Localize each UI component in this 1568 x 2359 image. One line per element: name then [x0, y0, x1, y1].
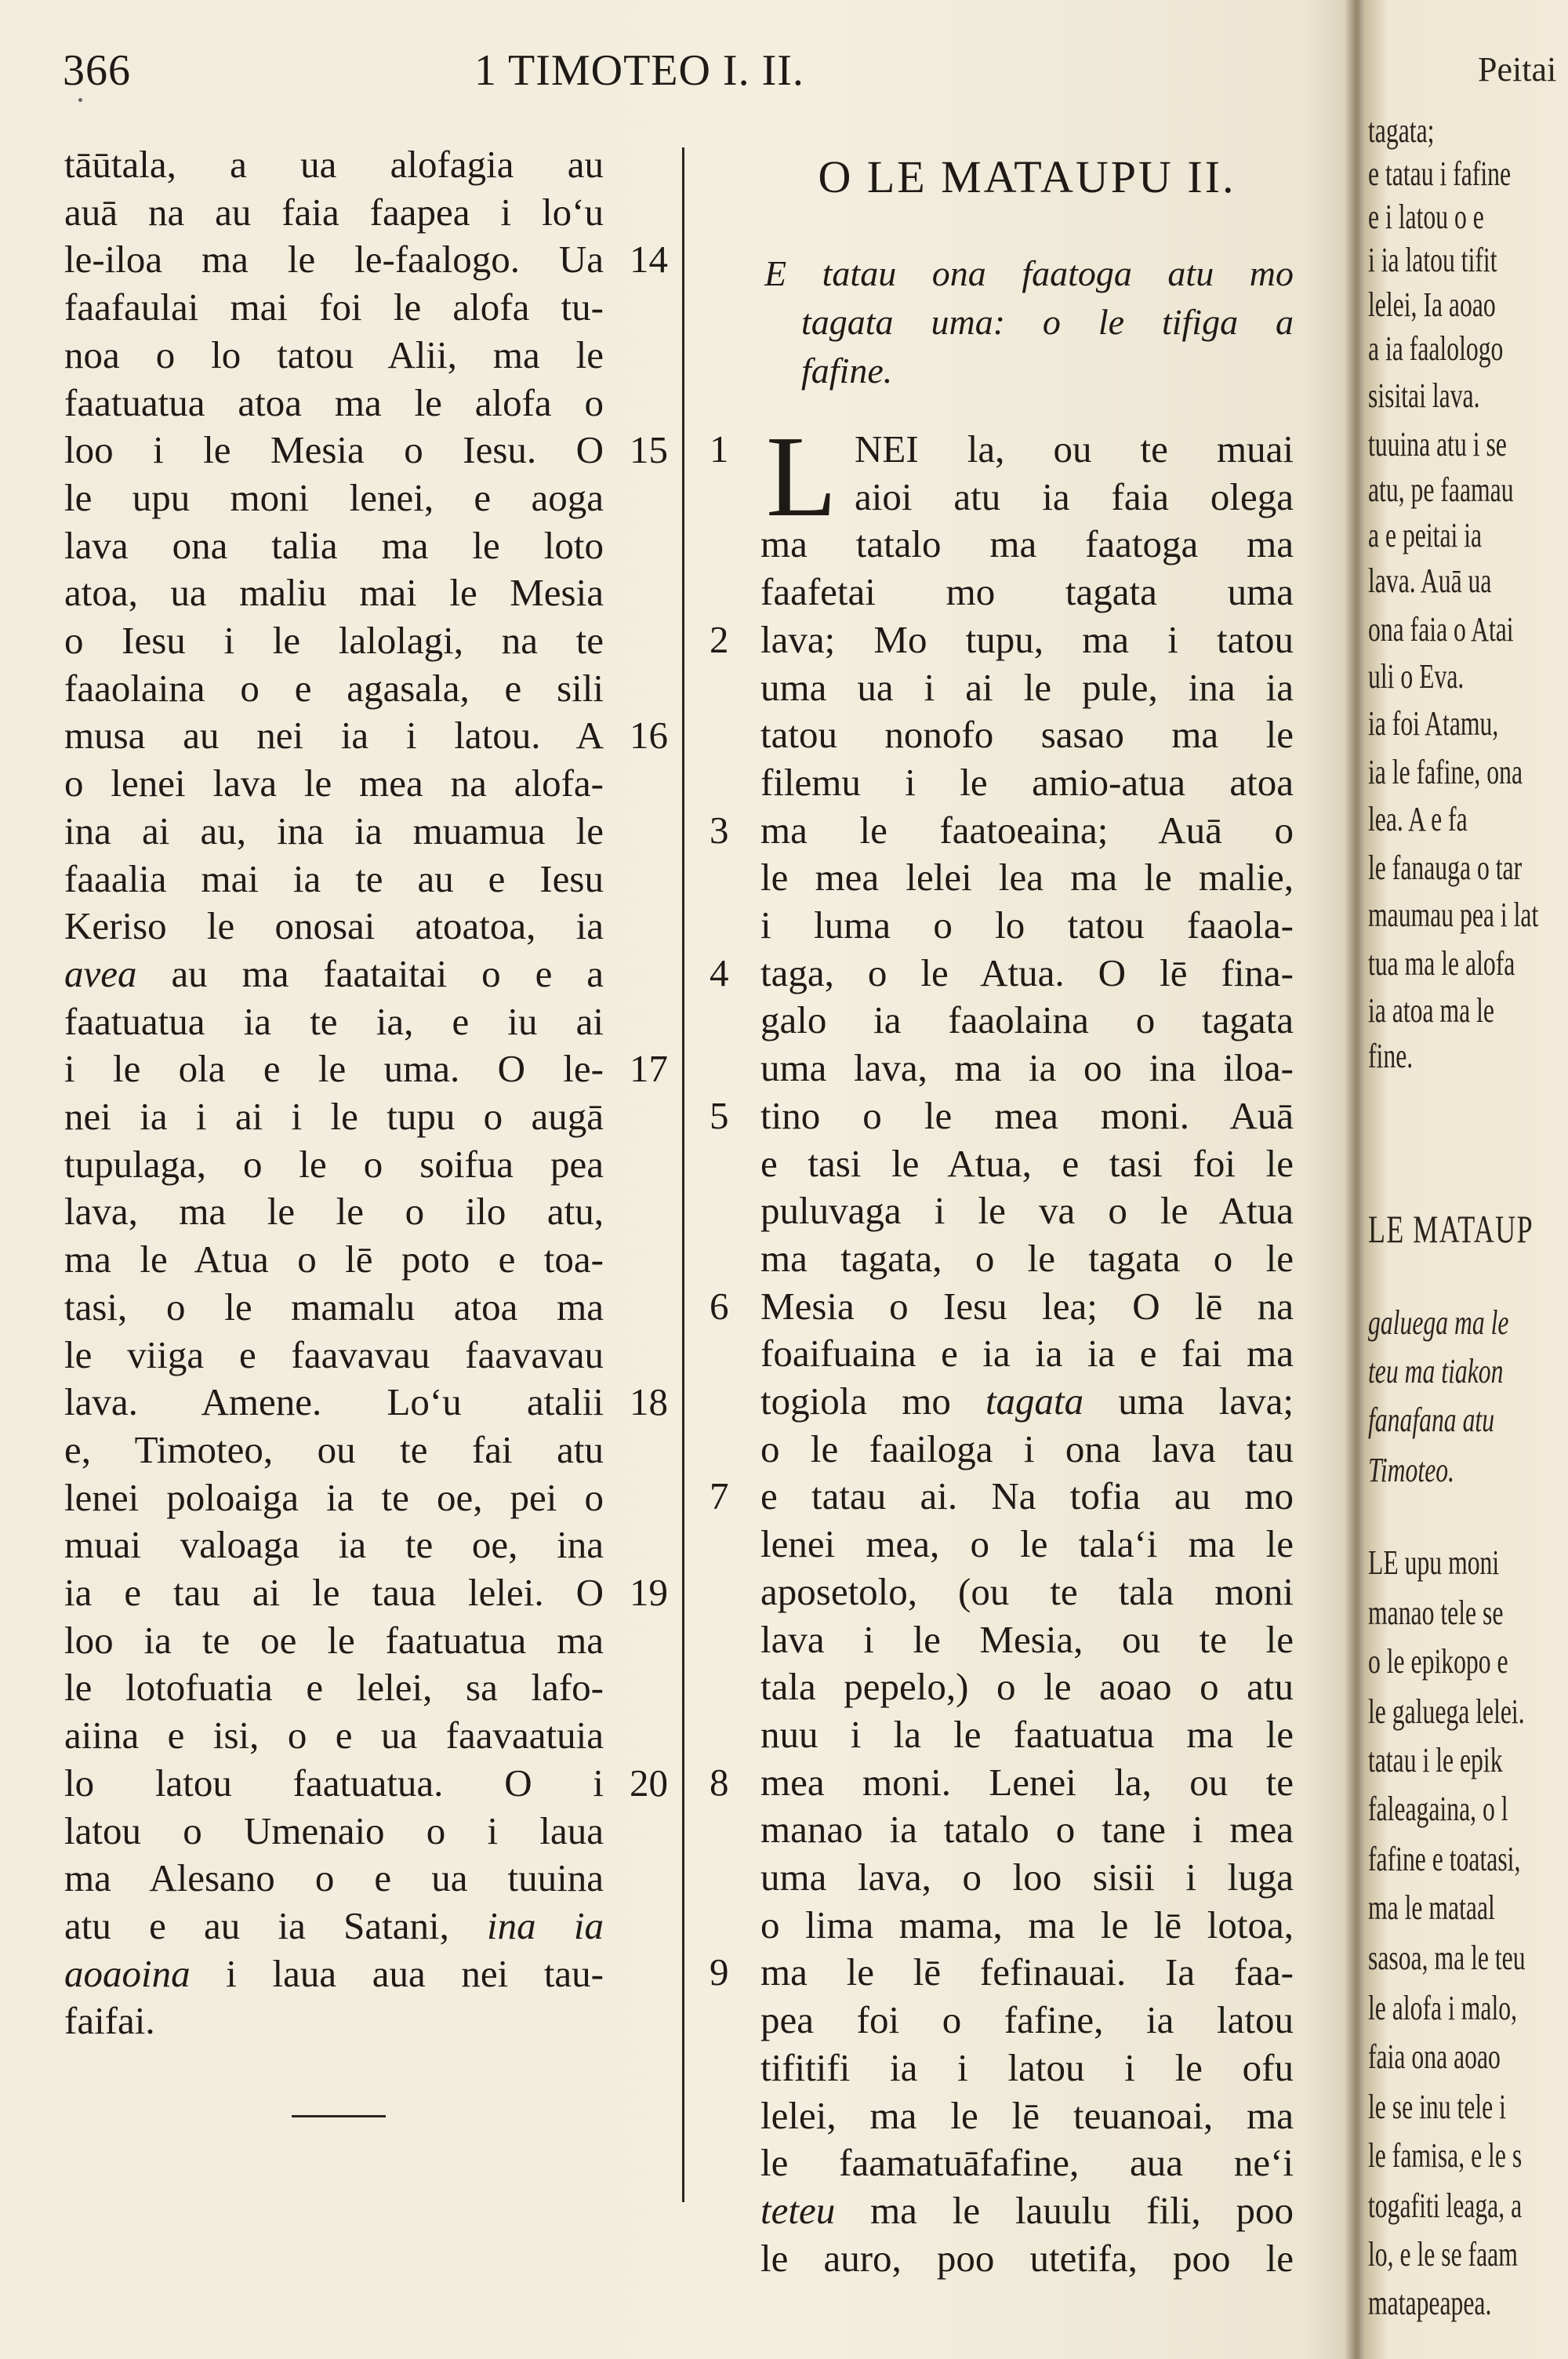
adjacent-page-line: e tatau i fafine: [1368, 154, 1512, 193]
text-line: lava, ma le le o ilo atu,: [64, 1190, 604, 1234]
adjacent-page-line: a e peitai ia: [1368, 516, 1483, 554]
text-line: o le faailoga i ona lava tau: [760, 1427, 1294, 1470]
adjacent-page-line: tatau i le epik: [1368, 1741, 1503, 1779]
adjacent-page-line: uli o Eva.: [1368, 657, 1465, 696]
chapter-heading: O LE MATAUPU II.: [818, 151, 1236, 202]
text-line: uma lava, o loo sisii i luga: [760, 1856, 1294, 1899]
adjacent-page-line: e i latou o e: [1368, 198, 1484, 236]
running-title: 1 TIMOTEO I. II.: [474, 46, 804, 95]
text-line: musa au nei ia i latou. A: [64, 714, 604, 758]
text-line: latou o Umenaio o i laua: [64, 1808, 604, 1852]
print-speck: [78, 98, 82, 102]
text-line: aoaoina i laua aua nei tau-: [64, 1951, 604, 1995]
text-line: NEI la, ou te muai: [855, 427, 1294, 471]
adjacent-page-line: ona faia o Atai: [1368, 610, 1514, 649]
text-line: e, Timoteo, ou te fai atu: [64, 1427, 604, 1471]
adjacent-page-line: le se inu tele i: [1368, 2088, 1506, 2126]
verse-number: 9: [710, 1950, 729, 1994]
text-line: puluvaga i le va o le Atua: [760, 1189, 1294, 1233]
adjacent-page-line: tuuina atu i se: [1368, 425, 1507, 463]
adjacent-page-line: o le epikopo e: [1368, 1642, 1508, 1681]
adjacent-page-line: togafiti leaga, a: [1368, 2186, 1523, 2225]
adjacent-page-line: ia foi Atamu,: [1368, 704, 1499, 743]
text-line: o lima mama, ma le lē lotoa,: [760, 1903, 1294, 1946]
text-line: Keriso le onosai atoatoa, ia: [64, 904, 604, 948]
text-line: faifai.: [64, 1999, 155, 2043]
text-line: ma Alesano o e ua tuuina: [64, 1856, 604, 1900]
text-line: taga, o le Atua. O lē fina-: [760, 951, 1294, 994]
end-rule: [292, 2115, 386, 2117]
adjacent-page-line: le alofa i malo,: [1368, 1989, 1518, 2027]
text-line: atoa, ua maliu mai le Mesia: [64, 571, 604, 615]
text-line: auā na au faia faapea i lo‘u: [64, 190, 604, 234]
text-line: faaolaina o e agasala, e sili: [64, 666, 604, 710]
adjacent-page-line: fanafana atu: [1368, 1401, 1495, 1439]
text-line: i le ola e le uma. O le-: [64, 1047, 604, 1091]
adjacent-page-line: lava. Auā ua: [1368, 562, 1492, 600]
text-line: ma tatalo ma faatoga ma: [760, 522, 1294, 566]
text-line: tino o le mea moni. Auā: [760, 1093, 1294, 1137]
text-line: tala pepelo,) o le aoao o atu: [760, 1665, 1294, 1709]
text-line: le lotofuatia e lelei, sa lafo-: [64, 1666, 604, 1710]
text-line: Mesia o Iesu lea; O lē na: [760, 1284, 1294, 1328]
text-line: i luma o lo tatou faaola-: [760, 903, 1294, 947]
verse-number: 17: [630, 1047, 668, 1091]
text-line: faafetai mo tagata uma: [760, 570, 1294, 614]
adjacent-page-line: matapeapea.: [1368, 2284, 1492, 2322]
text-line: pea foi o fafine, ia latou: [760, 1998, 1294, 2042]
verse-number: 15: [630, 428, 668, 472]
text-line: le upu moni lenei, e aoga: [64, 475, 604, 519]
verse-number: 18: [630, 1380, 668, 1424]
verse-number: 7: [710, 1474, 729, 1518]
text-line: o lenei lava le mea na alofa-: [64, 761, 604, 805]
verse-number: 4: [710, 951, 729, 994]
text-line: le faamatuāfafine, aua ne‘i: [760, 2141, 1294, 2185]
adjacent-page-line: lea. A e fa: [1368, 800, 1468, 838]
text-line: togiola mo tagata uma lava;: [760, 1379, 1294, 1423]
adjacent-page-line: ia atoa ma le: [1368, 991, 1494, 1030]
text-line: e tasi le Atua, e tasi foi le: [760, 1141, 1294, 1185]
text-line: lelei, ma le lē teuanoai, ma: [760, 2093, 1294, 2137]
text-line: filemu i le amio-atua atoa: [760, 760, 1294, 804]
italic-word: tagata: [985, 1379, 1084, 1423]
adjacent-page-line: LE MATAUP: [1368, 1207, 1534, 1251]
text-line: ma le faatoeaina; Auā o: [760, 808, 1294, 852]
verse-number: 14: [630, 238, 668, 282]
text-line: ma tagata, o le tagata o le: [760, 1236, 1294, 1280]
text-line: le-iloa ma le le-faalogo. Ua: [64, 238, 604, 282]
adjacent-page-line: LE upu moni: [1368, 1543, 1500, 1582]
italic-word: teteu: [760, 2188, 836, 2232]
text-line: lo latou faatuatua. O i: [64, 1761, 604, 1805]
text-line: ma le lē fefinauai. Ia faa-: [760, 1950, 1294, 1994]
text-line: o Iesu i le lalolagi, na te: [64, 619, 604, 662]
adjacent-page-line: i ia latou tifit: [1368, 241, 1497, 279]
text-line: tasi, o le mamalu atoa ma: [64, 1285, 604, 1329]
page-number: 366: [63, 46, 131, 95]
verse-number: 1: [710, 427, 729, 471]
text-line: lava i le Mesia, ou te le: [760, 1617, 1294, 1661]
text-line: mea moni. Lenei la, ou te: [760, 1760, 1294, 1804]
text-line: ma le Atua o lē poto e toa-: [64, 1238, 604, 1281]
verse-number: 2: [710, 617, 729, 661]
text-line: loo ia te oe le faatuatua ma: [64, 1618, 604, 1662]
text-line: le mea lelei lea ma le malie,: [760, 856, 1294, 900]
text-line: nuu i la le faatuatua ma le: [760, 1712, 1294, 1756]
text-line: manao ia tatalo o tane i mea: [760, 1808, 1294, 1852]
text-line: le viiga e faavavau faavavau: [64, 1332, 604, 1376]
adjacent-page-line: a ia faalologo: [1368, 329, 1504, 368]
chapter-summary-line: tagata uma: o le tifiga a: [801, 302, 1294, 342]
text-line: tāūtala, a ua alofagia au: [64, 143, 604, 186]
adjacent-page-line: le galuega lelei.: [1368, 1692, 1525, 1731]
adjacent-page-line: teu ma tiakon: [1368, 1352, 1504, 1390]
text-line: lenei poloaiga ia te oe, pei o: [64, 1475, 604, 1519]
text-line: foaifuaina e ia ia ia e fai ma: [760, 1332, 1294, 1376]
text-line: ia e tau ai le taua lelei. O: [64, 1571, 604, 1614]
italic-word: aoaoina: [64, 1951, 191, 1995]
text-line: uma ua i ai le pule, ina ia: [760, 665, 1294, 709]
adjacent-page-line: lelei, Ia aoao: [1368, 285, 1496, 324]
text-line: lava ona talia ma le loto: [64, 523, 604, 567]
text-line: e tatau ai. Na tofia au mo: [760, 1474, 1294, 1518]
text-line: tatou nonofo sasao ma le: [760, 713, 1294, 757]
column-divider: [682, 147, 684, 2202]
text-line: nei ia i ai i le tupu o augā: [64, 1095, 604, 1138]
chapter-summary-line: fafine.: [801, 351, 893, 391]
text-line: teteu ma le lauulu fili, poo: [760, 2188, 1294, 2232]
text-line: faafaulai mai foi le alofa tu-: [64, 285, 604, 329]
chapter-summary-line: E tatau ona faatoga atu mo: [764, 253, 1294, 293]
adjacent-page-line: maumau pea i lat: [1368, 896, 1539, 934]
text-line: noa o lo tatou Alii, ma le: [64, 333, 604, 376]
verse-number: 8: [710, 1760, 729, 1804]
italic-word: avea: [64, 951, 137, 995]
text-line: faatuatua atoa ma le alofa o: [64, 380, 604, 424]
adjacent-page-line: sasoa, ma le teu: [1368, 1939, 1526, 1977]
verse-number: 20: [630, 1761, 668, 1805]
text-line: loo i le Mesia o Iesu. O: [64, 428, 604, 472]
adjacent-page-line: ia le fafine, ona: [1368, 753, 1523, 791]
adjacent-page-line: atu, pe faamau: [1368, 471, 1514, 509]
text-line: aioi atu ia faia olega: [855, 474, 1294, 518]
adjacent-page-line: le fanauga o tar: [1368, 849, 1523, 887]
text-line: lava. Amene. Lo‘u atalii: [64, 1380, 604, 1424]
adjacent-page-line: faia ona aoao: [1368, 2037, 1501, 2076]
adjacent-page-line: Timoteo.: [1368, 1451, 1455, 1489]
text-line: aposetolo, (ou te tala moni: [760, 1569, 1294, 1613]
text-line: muai valoaga ia te oe, ina: [64, 1523, 604, 1567]
adjacent-page-line: faleagaina, o l: [1368, 1790, 1508, 1828]
adjacent-page-line: tua ma le alofa: [1368, 944, 1515, 983]
verse-number: 5: [710, 1093, 729, 1137]
text-line: uma lava, ma ia oo ina iloa-: [760, 1046, 1294, 1090]
text-line: tupulaga, o le o soifua pea: [64, 1142, 604, 1186]
adjacent-page-line: galuega ma le: [1368, 1303, 1509, 1342]
adjacent-page-line: sisitai lava.: [1368, 376, 1480, 415]
text-line: avea au ma faataitai o e a: [64, 951, 604, 995]
italic-word: ina ia: [487, 1903, 604, 1947]
text-line: aiina e isi, o e ua faavaatuia: [64, 1714, 604, 1757]
text-line: le auro, poo utetifa, poo le: [760, 2236, 1294, 2280]
adjacent-page-line: tagata;: [1368, 111, 1435, 150]
adjacent-page-line: fafine e toatasi,: [1368, 1840, 1521, 1878]
adjacent-page-line: fine.: [1368, 1037, 1414, 1075]
text-line: ina ai au, ina ia muamua le: [64, 809, 604, 852]
adjacent-page-line: manao tele se: [1368, 1594, 1504, 1632]
adjacent-page-line: le famisa, e le s: [1368, 2136, 1523, 2175]
text-line: tifitifi ia i latou i le ofu: [760, 2045, 1294, 2089]
adjacent-page-line: Peitai: [1478, 50, 1557, 89]
text-line: faaalia mai ia te au e Iesu: [64, 856, 604, 900]
verse-number: 3: [710, 808, 729, 852]
verse-number: 16: [630, 714, 668, 758]
adjacent-page-line: lo, e le se faam: [1368, 2235, 1518, 2274]
adjacent-page-line: ma le mataal: [1368, 1888, 1495, 1927]
verse-number: 19: [630, 1571, 668, 1614]
drop-cap: L: [766, 413, 837, 541]
verse-number: 6: [710, 1284, 729, 1328]
text-line: atu e au ia Satani, ina ia: [64, 1903, 604, 1947]
text-line: lava; Mo tupu, ma i tatou: [760, 617, 1294, 661]
text-line: lenei mea, o le tala‘i ma le: [760, 1522, 1294, 1566]
text-line: galo ia faaolaina o tagata: [760, 998, 1294, 1042]
text-line: faatuatua ia te ia, e iu ai: [64, 999, 604, 1043]
